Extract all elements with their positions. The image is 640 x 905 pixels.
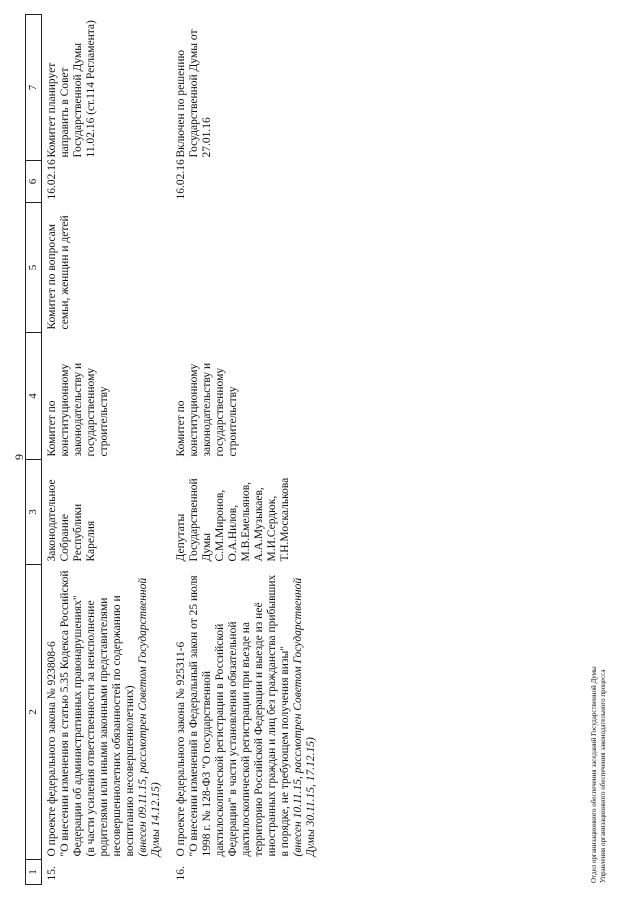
note: Комитет планирует направить в Совет Государственной Думы 11.02.16 (ст.114 Регламента) [46,20,97,158]
header-row [26,15,42,885]
bill-description [42,565,172,860]
column-header: 1 [26,860,42,885]
table-row [42,15,172,885]
column-header: 6 [26,161,42,203]
date: 16.02.16 [175,159,187,200]
bill-detail: (в части усиления ответственности за неисполнение родителями или иными законными представителями несовершеннолетних обязанностей по содержанию и воспитанию несовершеннолетних) [85,595,136,857]
column-header: 7 [26,15,42,161]
column-header: 2 [26,565,42,860]
bill-status: (внесен 10.11.15, рассмотрен Советом Государственной Думы 30.11.15, 17.12.15) [292,577,317,857]
bill-title: О проекте федерального закона № 923808-6 [46,641,58,857]
agenda-table [25,14,326,885]
bill-title: О проекте федерального закона № 925311-6 [175,641,187,857]
initiator: Депутаты Государственной Думы С.М.Миронов, О.А.Нилов, М.В.Емельянов, А.А.Музыкаев, М.И.Сердюк, Т.Н.Москалькова [175,477,291,562]
bill-description [171,565,326,860]
co-committee [171,203,326,333]
date: 16.02.16 [46,159,58,200]
column-header: 4 [26,333,42,460]
footer-line: Управления организационного обеспечения законодательного процесса [599,669,607,883]
responsible-committee: Комитет по конституционному законодательству и государственному строительству [46,362,110,457]
note: Включен по решению Государственной Думы от 27.01.16 [175,29,213,158]
footer-line: Отдел организационного обеспечения заседаний Государственной Думы [590,666,598,883]
bill-name: "О внесении изменений в Федеральный закон от 25 июля 1998 г. № 128-ФЗ "О государственной дактилоскопической регистрации в Российской Федерации" в части установления обязательной дактилоскопической регистрации при въезде на территорию Российской Федерации и выезде из неё иностранных граждан и лиц без гражданства прибывших в порядке, не требующем получения визы" [188,574,291,857]
initiator: Законодательное Собрание Республики Карелия [46,479,97,562]
co-committee: Комитет по вопросам семьи, женщин и детей [46,215,71,330]
column-header: 3 [26,460,42,565]
bill-name: "О внесении изменения в статью 5.35 Кодекса Российской Федерации об административных правонарушениях" [59,570,84,857]
responsible-committee: Комитет по конституционному законодательству и государственному строительству [175,362,239,457]
row-number: 15. [46,866,58,881]
page-number: 9 [12,454,26,460]
table-row [171,15,326,885]
footer [590,666,608,883]
column-header: 5 [26,203,42,333]
row-number: 16. [175,866,187,881]
bill-status: (внесен 09.11.15, рассмотрен Советом Государственной Думы 14.12.15) [137,577,162,857]
